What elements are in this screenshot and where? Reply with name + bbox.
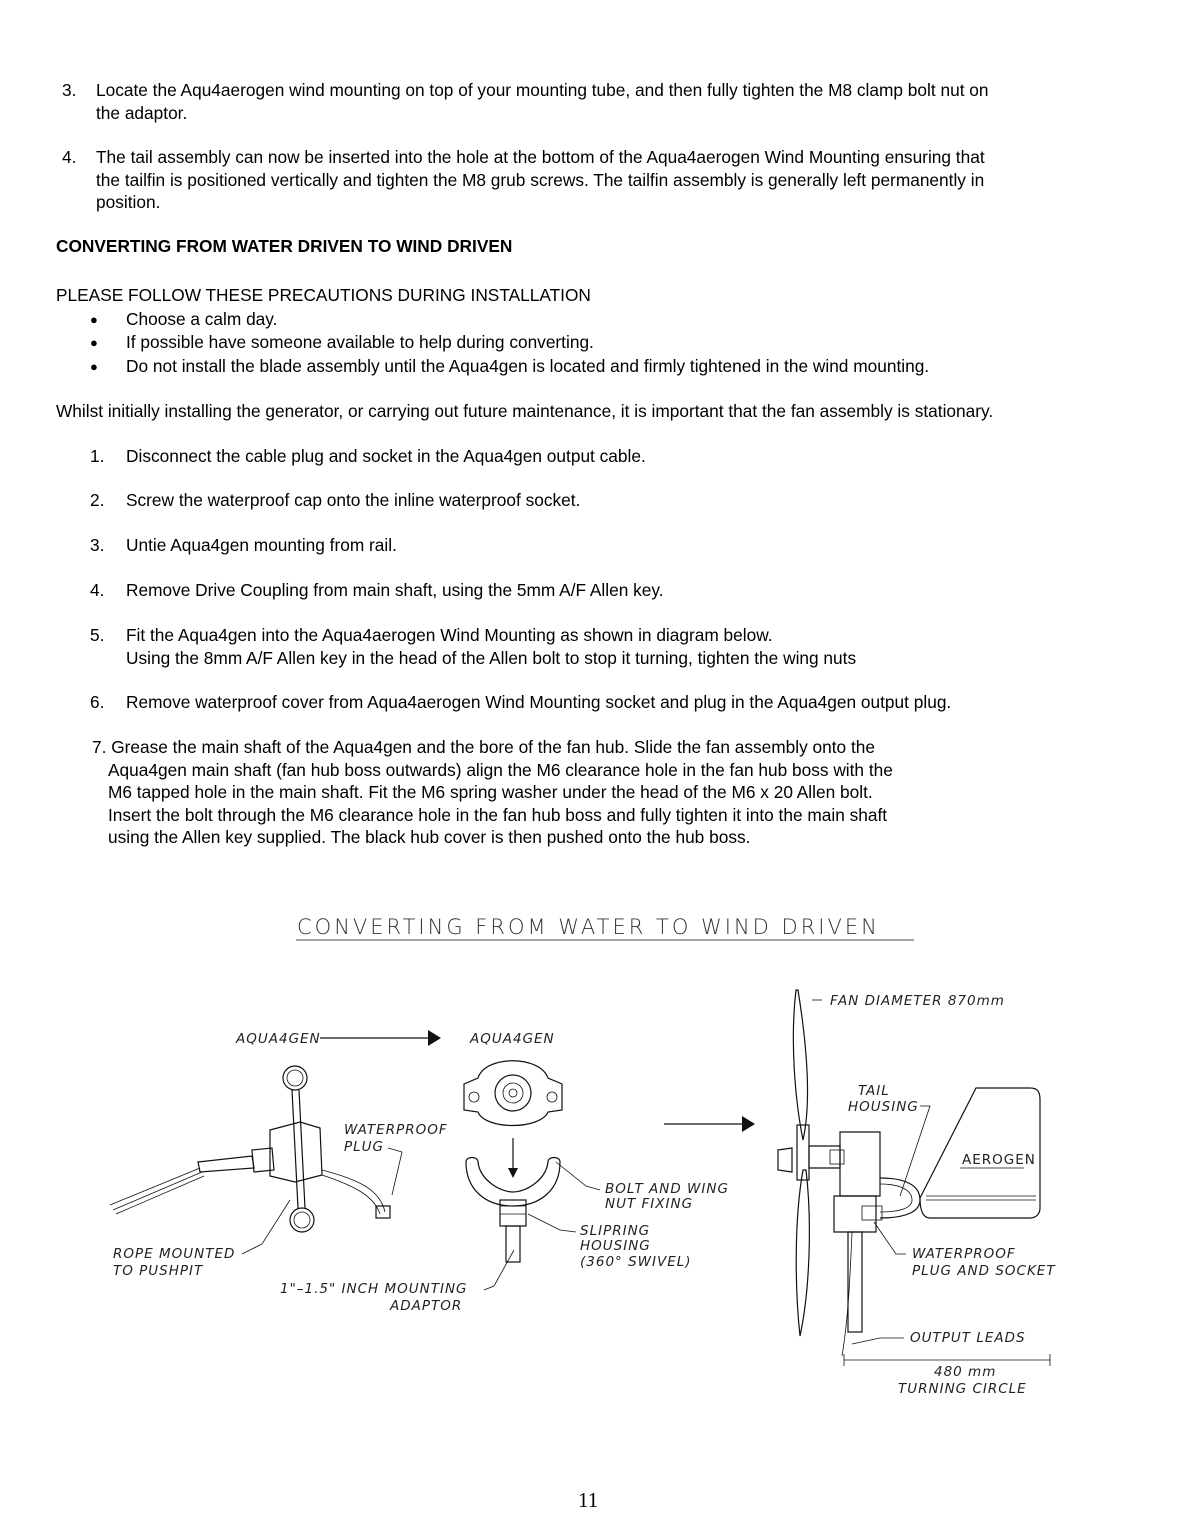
step-number: 3. <box>62 80 77 100</box>
step-line: 7. Grease the main shaft of the Aqua4gen and the bore of the fan hub. Slide the fan assembly onto the <box>92 737 875 757</box>
diagram-title: CONVERTING FROM WATER TO WIND DRIVEN <box>297 915 880 939</box>
step-line: Fit the Aqua4gen into the Aqua4aerogen Wind Mounting as shown in diagram below. <box>126 625 773 645</box>
step-line: M6 tapped hole in the main shaft. Fit the M6 spring washer under the head of the M6 x 20 Allen bolt. <box>108 782 873 802</box>
step-number: 1. <box>90 446 105 466</box>
arrow-right-icon <box>742 1116 755 1132</box>
bullet-icon: ● <box>90 312 98 327</box>
wind-generator-assembled <box>778 990 1040 1356</box>
label-fan-diameter: FAN DIAMETER 870mm <box>830 993 1005 1009</box>
step-line: The tail assembly can now be inserted into the hole at the bottom of the Aqua4aerogen Wind Mounting ensuring that <box>96 147 985 167</box>
label-tail-housing-2: HOUSING <box>848 1099 919 1115</box>
bullet-icon: ● <box>90 335 98 350</box>
whilst-paragraph: Whilst initially installing the generator, or carrying out future maintenance, it is important that the fan assembly is stationary. <box>56 401 994 421</box>
leader-line <box>874 1222 906 1254</box>
step-text: Untie Aqua4gen mounting from rail. <box>126 535 397 555</box>
page-number: 11 <box>578 1488 599 1512</box>
aerogen-logo: AEROGEN <box>962 1152 1036 1168</box>
step-number: 4. <box>90 580 105 600</box>
label-aqua4gen-right: AQUA4GEN <box>470 1031 555 1047</box>
leader-line <box>556 1162 600 1190</box>
label-waterproof-plug-2: PLUG <box>344 1139 385 1155</box>
leader-line <box>388 1148 402 1195</box>
step-number: 5. <box>90 625 105 645</box>
label-waterproof-plug-1: WATERPROOF <box>344 1122 448 1138</box>
step-line: Locate the Aqu4aerogen wind mounting on top of your mounting tube, and then fully tighten the M8 clamp bolt nut on <box>96 80 989 100</box>
list-item: Do not install the blade assembly until the Aqua4gen is located and firmly tightened in the wind mounting. <box>126 356 930 376</box>
arrow-down-icon <box>508 1168 518 1178</box>
label-turning-mm: 480 mm <box>934 1364 997 1380</box>
label-aqua4gen-left: AQUA4GEN <box>236 1031 321 1047</box>
label-turning-circle: TURNING CIRCLE <box>898 1381 1027 1397</box>
label-wp-socket-2: PLUG AND SOCKET <box>912 1263 1056 1279</box>
step-line: the tailfin is positioned vertically and tighten the M8 grub screws. The tailfin assembly is generally left permanently in <box>96 169 985 190</box>
step-line: Using the 8mm A/F Allen key in the head of the Allen bolt to stop it turning, tighten the wing nuts <box>126 647 857 668</box>
leader-line <box>900 1106 930 1196</box>
step-text: Remove waterproof cover from Aqua4aerogen Wind Mounting socket and plug in the Aqua4gen output plug. <box>126 692 952 712</box>
step-text: Disconnect the cable plug and socket in the Aqua4gen output cable. <box>126 446 646 466</box>
list-item: If possible have someone available to help during converting. <box>126 332 594 352</box>
step-number: 3. <box>90 535 105 555</box>
label-slipring-3: (360° SWIVEL) <box>580 1254 692 1270</box>
leader-line <box>242 1200 290 1254</box>
step-line: Insert the bolt through the M6 clearance hole in the fan hub boss and fully tighten it into the main shaft <box>108 804 888 825</box>
label-adaptor-2: ADAPTOR <box>390 1298 463 1314</box>
label-adaptor-1: 1"–1.5" INCH MOUNTING <box>280 1281 468 1297</box>
label-tail-housing-1: TAIL <box>858 1083 890 1099</box>
step-number: 6. <box>90 692 105 712</box>
label-rope-2: TO PUSHPIT <box>113 1263 204 1279</box>
leader-line <box>484 1250 514 1290</box>
bullet-icon: ● <box>90 359 98 374</box>
label-rope-1: ROPE MOUNTED <box>113 1246 236 1262</box>
list-item: Choose a calm day. <box>126 309 278 329</box>
label-bolt-2: NUT FIXING <box>605 1196 694 1212</box>
label-output-leads: OUTPUT LEADS <box>910 1330 1026 1346</box>
step-number: 2. <box>90 490 105 510</box>
arrow-right-icon <box>428 1030 441 1046</box>
step-text: Screw the waterproof cap onto the inline waterproof socket. <box>126 490 581 510</box>
precautions-title: PLEASE FOLLOW THESE PRECAUTIONS DURING INSTALLATION <box>56 285 591 305</box>
generator-end-view <box>464 1061 562 1126</box>
label-slipring-1: SLIPRING <box>580 1223 651 1239</box>
leader-line <box>852 1338 904 1344</box>
step-line: position. <box>96 192 161 212</box>
label-wp-socket-1: WATERPROOF <box>912 1246 1016 1262</box>
label-bolt-1: BOLT AND WING <box>605 1181 729 1197</box>
label-slipring-2: HOUSING <box>580 1238 651 1254</box>
step-number: 4. <box>62 147 77 167</box>
step-line: Aqua4gen main shaft (fan hub boss outwards) align the M6 clearance hole in the fan hub boss with the <box>108 759 893 780</box>
step-line: using the Allen key supplied. The black hub cover is then pushed onto the hub boss. <box>108 827 751 847</box>
section-heading: CONVERTING FROM WATER DRIVEN TO WIND DRIVEN <box>56 236 513 256</box>
step-text: Remove Drive Coupling from main shaft, using the 5mm A/F Allen key. <box>126 580 664 600</box>
leader-line <box>528 1214 576 1232</box>
step-line: the adaptor. <box>96 102 188 123</box>
